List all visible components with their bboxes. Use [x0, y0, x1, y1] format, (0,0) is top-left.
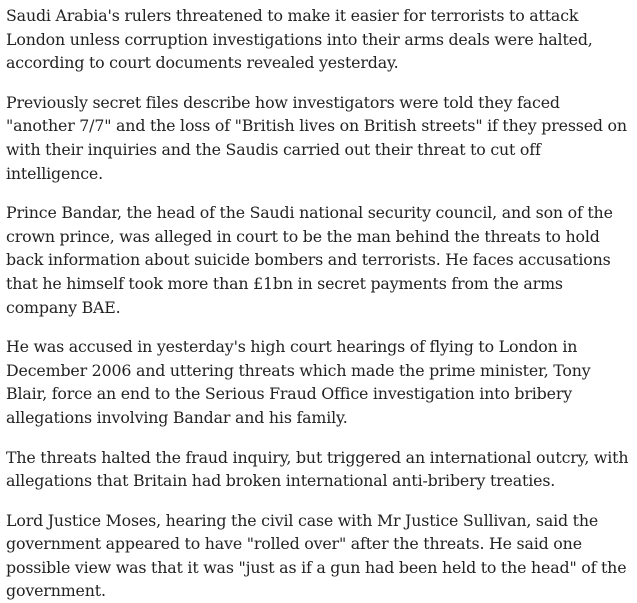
article-paragraph-5: The threats halted the fraud inquiry, but triggered an international outcry, with allegations that Britain had broken international anti-bribery treaties. — [6, 447, 629, 491]
article-paragraph-3: Prince Bandar, the head of the Saudi national security council, and son of the crown prince, was alleged in court to be the man behind the threats to hold back information about suicide bombers and terrorists. He faces accusations that he himself took more than £1bn in secret payments from the arms company BAE. — [6, 203, 613, 317]
article-paragraph-4: He was accused in yesterday's high court hearings of flying to London in December 2006 and uttering threats which made the prime minister, Tony Blair, force an end to the Serious Fraud Office investigation into bribery allegations involving Bandar and his family. — [6, 337, 591, 427]
article-paragraph-2: Previously secret files describe how investigators were told they faced "another 7/7" and the loss of "British lives on British streets" if they pressed on with their inquiries and the Saudis carried out their threat to cut off intelligence. — [6, 92, 627, 183]
article-paragraph-1: Saudi Arabia's rulers threatened to make it easier for terrorists to attack London unless corruption investigations into their arms deals were halted, according to court documents revealed yesterday. — [6, 6, 593, 73]
article-paragraph-6: Lord Justice Moses, hearing the civil case with Mr Justice Sullivan, said the government appeared to have "rolled over" after the threats. He said one possible view was that it was "just as if a gun had been held to the head" of the government. — [6, 510, 627, 601]
